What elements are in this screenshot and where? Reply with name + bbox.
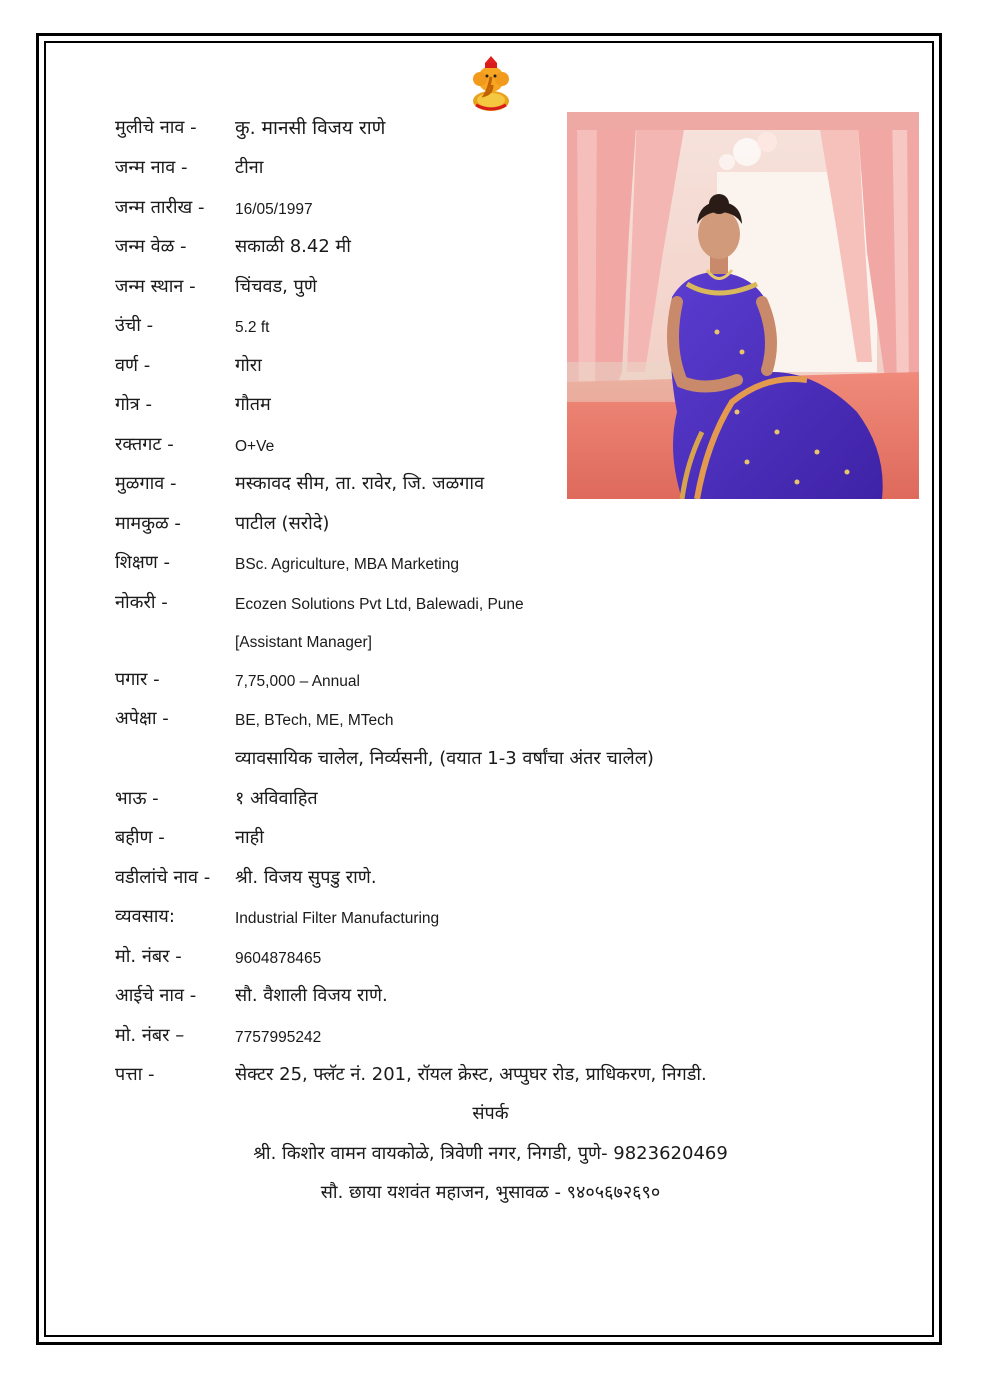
field-label: वडीलांचे नाव - xyxy=(115,867,211,888)
field-value: Industrial Filter Manufacturing xyxy=(235,910,440,927)
field-label: पत्ता - xyxy=(115,1064,155,1085)
field-value: BE, BTech, ME, MTech xyxy=(235,712,394,729)
field-label: जन्म वेळ - xyxy=(115,236,187,257)
field-label: अपेक्षा - xyxy=(115,708,169,729)
field-value: १ अविवाहित xyxy=(235,788,318,809)
profile-photo xyxy=(567,112,919,499)
contact-line: श्री. किशोर वामन वायकोळे, त्रिवेणी नगर, निगडी, पुणे- 9823620469 xyxy=(253,1143,728,1164)
field-label: मो. नंबर - xyxy=(115,946,182,967)
field-value: BSc. Agriculture, MBA Marketing xyxy=(235,556,459,573)
field-value: O+Ve xyxy=(235,438,275,455)
field-value: 16/05/1997 xyxy=(235,201,313,218)
field-value: 7,75,000 – Annual xyxy=(235,673,360,690)
field-label: वर्ण - xyxy=(115,355,151,376)
field-label: उंची - xyxy=(115,315,154,336)
field-label: बहीण - xyxy=(115,827,165,848)
field-value: 5.2 ft xyxy=(235,319,270,336)
field-label: मामकुळ - xyxy=(115,513,181,534)
field-value: [Assistant Manager] xyxy=(235,634,372,651)
contact-heading: संपर्क xyxy=(472,1103,509,1124)
field-label: मो. नंबर – xyxy=(115,1025,185,1046)
field-value: नाही xyxy=(235,827,264,848)
field-label: गोत्र - xyxy=(115,394,152,415)
ganesh-icon xyxy=(468,55,514,113)
field-label: जन्म स्थान - xyxy=(115,276,196,297)
field-value: टीना xyxy=(235,157,264,178)
field-label: रक्तगट - xyxy=(115,434,174,455)
field-value: सौ. वैशाली विजय राणे. xyxy=(235,985,388,1006)
contact-line: सौ. छाया यशवंत महाजन, भुसावळ - ९४०५६७२६९० xyxy=(320,1182,661,1203)
field-value: व्यावसायिक चालेल, निर्व्यसनी, (वयात 1-3 वर्षांचा अंतर चालेल) xyxy=(235,748,654,769)
field-label: मुळगाव - xyxy=(115,473,177,494)
field-value: कु. मानसी विजय राणे xyxy=(235,117,386,139)
field-label: आईचे नाव - xyxy=(115,985,197,1006)
field-label: नोकरी - xyxy=(115,592,168,613)
profile-photo-illustration xyxy=(567,112,919,499)
field-value: चिंचवड, पुणे xyxy=(235,276,317,297)
field-label: शिक्षण - xyxy=(115,552,171,573)
field-label: मुलीचे नाव - xyxy=(115,117,197,138)
field-value: सेक्टर 25, फ्लॅट नं. 201, रॉयल क्रेस्ट, अप्पुघर रोड, प्राधिकरण, निगडी. xyxy=(235,1064,707,1085)
field-value: श्री. विजय सुपडु राणे. xyxy=(235,867,377,888)
field-value: गौतम xyxy=(235,394,271,415)
field-label: जन्म तारीख - xyxy=(115,197,205,218)
field-value: मस्कावद सीम, ता. रावेर, जि. जळगाव xyxy=(235,473,485,494)
field-label: जन्म नाव - xyxy=(115,157,188,178)
field-label: व्यवसाय: xyxy=(115,906,175,927)
field-value: Ecozen Solutions Pvt Ltd, Balewadi, Pune xyxy=(235,596,524,613)
field-value: 9604878465 xyxy=(235,950,322,967)
field-value: 7757995242 xyxy=(235,1029,322,1046)
field-label: भाऊ - xyxy=(115,788,159,809)
field-value: सकाळी 8.42 मी xyxy=(235,236,351,257)
field-label: पगार - xyxy=(115,669,160,690)
field-value: गोरा xyxy=(235,355,262,376)
field-value: पाटील (सरोदे) xyxy=(235,513,330,534)
